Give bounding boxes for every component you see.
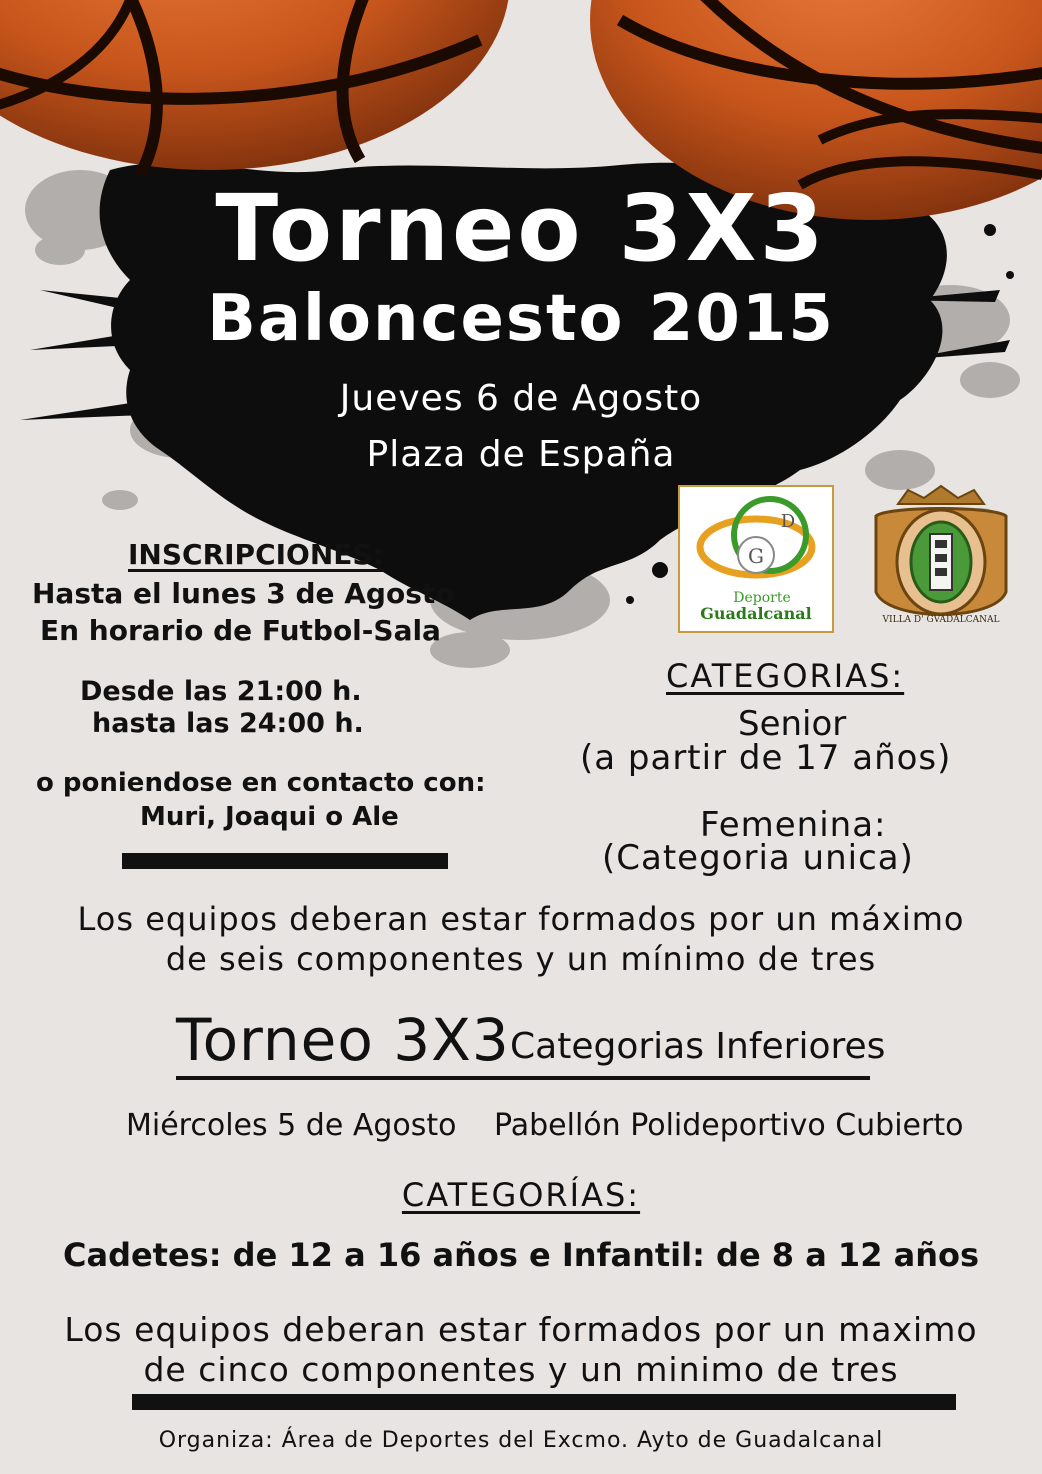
logo-text-guadalcanal: Guadalcanal (700, 604, 812, 623)
inferiores-date: Miércoles 5 de Agosto (126, 1108, 457, 1143)
categoria-senior: Senior (738, 704, 847, 744)
inferiores-underline (176, 1076, 870, 1080)
inscripciones-deadline: Hasta el lunes 3 de Agosto (32, 577, 455, 610)
inscripciones-contact-names: Muri, Joaqui o Ale (140, 802, 399, 832)
basketball-left (0, 0, 510, 175)
inscripciones-contact: o poniendose en contacto con: (36, 768, 486, 798)
logo-letter-g: G (748, 544, 764, 568)
poster-subtitle: Baloncesto 2015 (207, 282, 835, 356)
crest-text: VILLA D' GVADALCANAL (882, 615, 1000, 625)
logo-text-deporte: Deporte (733, 590, 791, 606)
footer-organiza: Organiza: Área de Deportes del Excmo. Ayto de Guadalcanal (158, 1428, 884, 1453)
deporte-guadalcanal-logo (678, 485, 834, 633)
inferiores-subtitle: Categorias Inferiores (510, 1026, 886, 1067)
equipos-rule-line2: de seis componentes y un mínimo de tres (165, 940, 877, 978)
inscripciones-until: hasta las 24:00 h. (92, 708, 364, 739)
categoria-femenina-detail: (Categoria unica) (602, 838, 914, 878)
inferiores-categorias-heading: CATEGORÍAS: (401, 1176, 641, 1214)
categoria-femenina: Femenina: (700, 805, 887, 845)
categoria-senior-detail: (a partir de 17 años) (580, 738, 952, 778)
event-place: Plaza de España (366, 434, 676, 475)
inscripciones-schedule: En horario de Futbol-Sala (40, 614, 441, 647)
divider-bottom (132, 1394, 956, 1410)
inscripciones-heading: INSCRIPCIONES: (128, 538, 384, 571)
inferiores-place: Pabellón Polideportivo Cubierto (494, 1108, 964, 1143)
inferiores-categorias-detail: Cadetes: de 12 a 16 años e Infantil: de 8 a 12 años (62, 1236, 979, 1274)
logo-letter-d: D (780, 511, 796, 532)
equipos-rule2-line1: Los equipos deberan estar formados por un maximo (64, 1310, 978, 1349)
guadalcanal-crest-icon (868, 482, 1014, 630)
poster-title: Torneo 3X3 (215, 175, 827, 282)
event-date: Jueves 6 de Agosto (339, 378, 703, 419)
categorias-heading: CATEGORIAS: (666, 657, 905, 695)
equipos-rule2-line2: de cinco componentes y un minimo de tres (143, 1350, 899, 1389)
equipos-rule-line1: Los equipos deberan estar formados por un máximo (77, 900, 965, 938)
inscripciones-from: Desde las 21:00 h. (80, 676, 362, 707)
inferiores-title: Torneo 3X3 (176, 1006, 510, 1074)
divider-left (122, 853, 448, 869)
